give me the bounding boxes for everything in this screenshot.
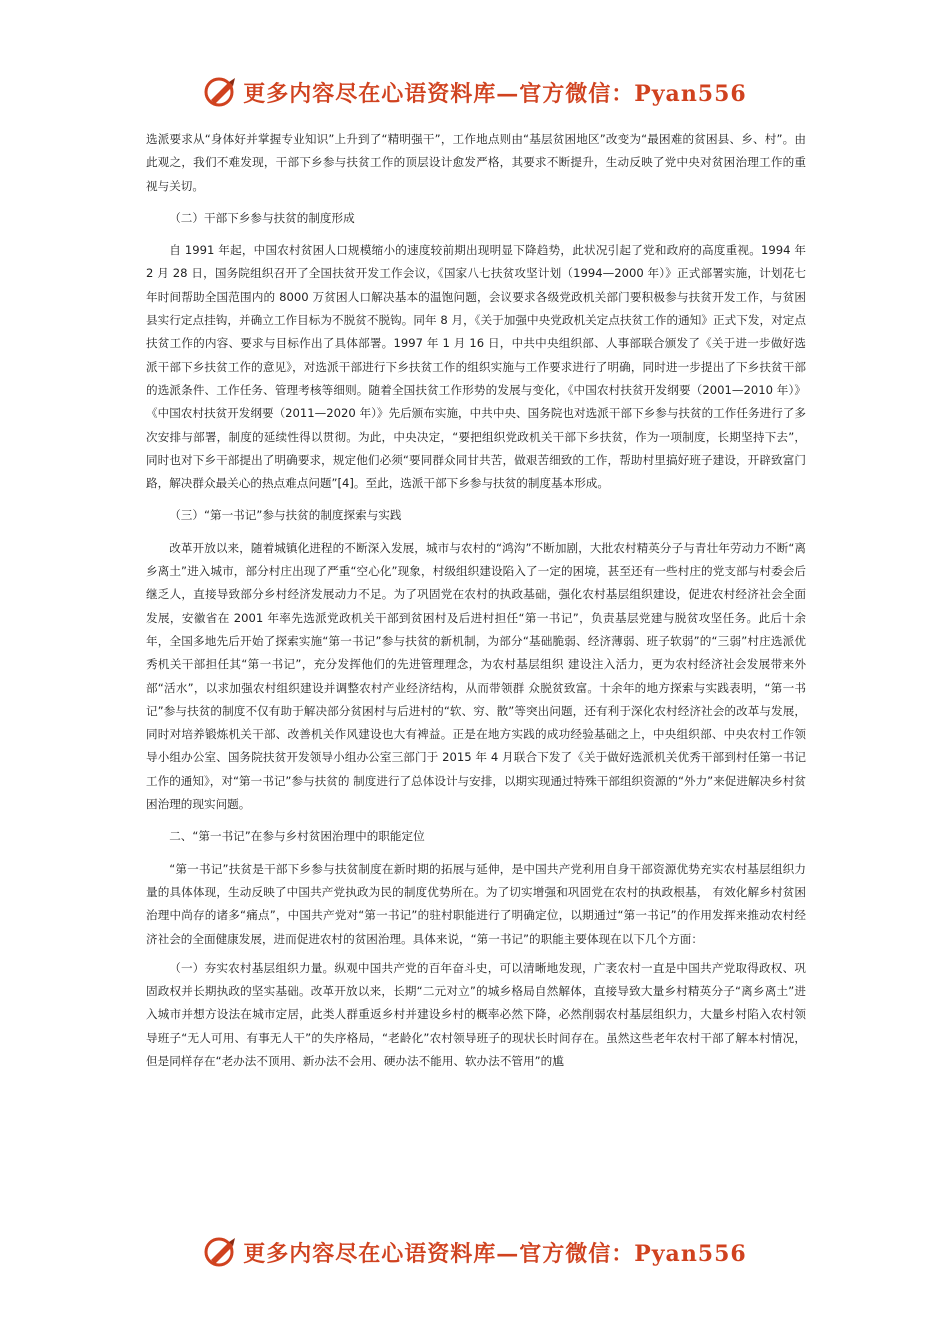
paragraph: 选派要求从“身体好并掌握专业知识”上升到了“精明强干”，工作地点则由“基层贫困地区”改变为“最困难的贫困县、乡、村”。由此观之，我们不难发现，干部下乡参与扶贫工作的顶层设计愈发严格，其要求不断提升，生动反映了党中央对贫困治理工作的重视与关切。 — [146, 132, 806, 193]
footer-watermark-banner — [0, 1232, 950, 1272]
section-heading: （二）干部下乡参与扶贫的制度形成 — [169, 210, 355, 225]
section-heading: （三）“第一书记”参与扶贫的制度探索与实践 — [169, 508, 402, 523]
paragraph: （一）夯实农村基层组织力量。纵观中国共产党的百年奋斗史，可以清晰地发现，广袤农村一直是中国共产党取得政权、巩固政权并长期执政的坚实基础。改革开放以来，长期“二元对立”的城乡格局自然解体，直接导致大量乡村精英分子“离乡离土”进入城市并想方设法在城市定居，此类人群重返乡村并建设乡村的概率必然下降，必然削弱农村基层组织力，大量乡村陷入农村领导班子“无人可用、有事无人干”的失序格局，“老龄化”农村领导班子的现状长时间存在。虽然这些老年农村干部了解本村情况，但是同样存在“老办法不顶用、新办法不会用、硬办法不能用、软办法不管用”的尴 — [146, 960, 806, 1068]
paragraph: 自 1991 年起，中国农村贫困人口规模缩小的速度较前期出现明显下降趋势，此状况引起了党和政府的高度重视。1994 年 2 月 28 日，国务院组织召开了全国扶贫开发工作会议，《国家八七扶贫攻坚计划（1994—2000 年）》正式部署实施，计划花七年时间帮助全国范围内的 8000 万贫困人口解决基本的温饱问题，会议要求各级党政机关部门要积极参与扶贫开发工作，与贫困县实行定点挂钩，并确立工作目标为不脱贫不脱钩。同年 8 月，《关于加强中央党政机关定点扶贫工作的通知》正式下发，对定点扶贫工作的内容、要求与目标作出了具体部署。1997 年 1 月 16 日，中共中央组织部、人事部联合颁发了《关于进一步做好选派干部下乡扶贫工作的意见》，对选派干部进行下乡扶贫工作的组织实施与工作要求进行了明确，同时进一步提出了下乡扶贫干部的选派条件、工作任务、管理考核等细则。随着全国扶贫工作形势的发展与变化，《中国农村扶贫开发纲要（2001—2010 年）》《中国农村扶贫开发纲要（2011—2020 年）》先后颁布实施，中共中央、国务院也对选派干部下乡参与扶贫的工作任务进行了多次安排与部署，制度的延续性得以贯彻。为此，中央决定，“要把组织党政机关干部下乡扶贫，作为一项制度，长期坚持下去”，同时也对下乡干部提出了明确要求，规定他们必须“要同群众同甘共苦，做艰苦细致的工作，帮助村里搞好班子建设，开辟致富门路，解决群众最关心的热点难点问题”[4]。至此，选派干部下乡参与扶贫的制度基本形成。 — [146, 243, 806, 491]
paragraph: 改革开放以来，随着城镇化进程的不断深入发展，城市与农村的“鸿沟”不断加剧，大批农村精英分子与青壮年劳动力不断“离乡离土”进入城市，部分村庄出现了严重“空心化”现象，村级组织建设陷入了一定的困境，甚至还有一些村庄的党支部与村委会后继乏人，直接导致部分乡村经济发展动力不足。为了巩固党在农村的执政基础，强化农村基层组织建设，促进农村经济社会全面发展，安徽省在 2001 年率先选派党政机关干部到贫困村及后进村担任“第一书记”，负责基层党建与脱贫攻坚任务。此后十余年，全国多地先后开始了探索实施“第一书记”参与扶贫的新机制，为部分“基础脆弱、经济薄弱、班子软弱”的“三弱”村庄选派优秀机关干部担任其“第一书记”，充分发挥他们的先进管理理念，为农村基层组织 建设注入活力，更为农村经济社会发展带来外部“活水”，以求加强农村组织建设并调整农村产业经济结构，从而带领群 众脱贫致富。十余年的地方探索与实践表明，“第一书记”参与扶贫的制度不仅有助于解决部分贫困村与后进村的“软、穷、散”等突出问题，还有利于深化农村经济社会的改革与发展，同时对培养锻炼机关干部、改善机关作风建设也大有裨益。正是在地方实践的成功经验基础之上，中央组织部、中央农村工作领导小组办公室、国务院扶贫开发领导小组办公室三部门于 2015 年 4 月联合下发了《关于做好选派机关优秀干部到村任第一书记工作的通知》，对“第一书记”参与扶贫的 制度进行了总体设计与安排，以期实现通过特殊干部组织资源的“外力”来促进解决乡村贫困治理的现实问题。 — [146, 540, 806, 812]
watermark-text: 更多内容尽在心语资料库—官方微信：Pyan556 — [243, 1240, 747, 1267]
watermark-text: 更多内容尽在心语资料库—官方微信：Pyan556 — [243, 80, 747, 107]
pen-logo-icon — [203, 1234, 239, 1270]
chapter-heading: 二、“第一书记”在参与乡村贫困治理中的职能定位 — [169, 829, 425, 844]
header-watermark-banner — [0, 72, 950, 112]
document-body — [146, 128, 806, 1073]
pen-logo-icon — [203, 74, 239, 110]
paragraph: “第一书记”扶贫是干部下乡参与扶贫制度在新时期的拓展与延伸，是中国共产党利用自身干部资源优势充实农村基层组织力量的具体体现，生动反映了中国共产党执政为民的制度优势所在。为了切实增强和巩固党在农村的执政根基， 有效化解乡村贫困治理中尚存的诸多“痛点”，中国共产党对“第一书记”的驻村职能进行了明确定位，以期通过“第一书记”的作用发挥来推动农村经济社会的全面健康发展，进而促进农村的贫困治理。具体来说，“第一书记”的职能主要体现在以下几个方面： — [146, 861, 806, 946]
